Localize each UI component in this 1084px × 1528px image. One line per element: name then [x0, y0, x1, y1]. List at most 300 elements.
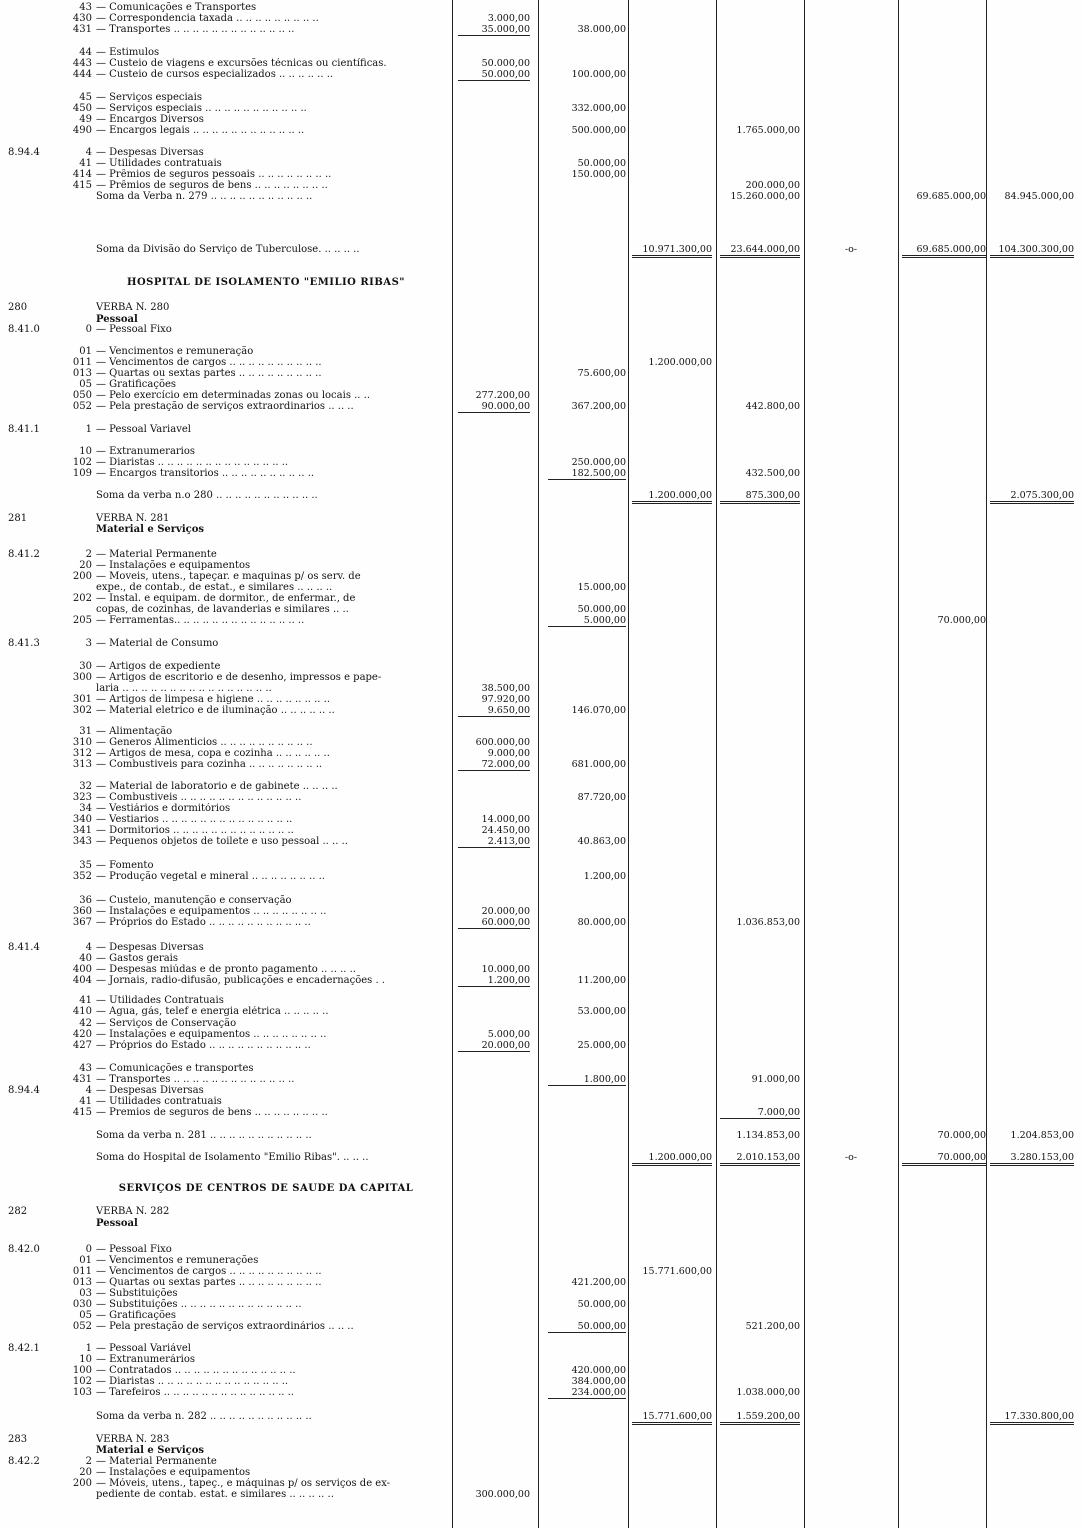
amount-col-1: 5.000,00 [487, 1029, 530, 1040]
item-code: 41 [79, 995, 92, 1006]
item-description: — Diaristas .. .. .. .. .. .. .. .. .. .. .. .. .. .. [96, 457, 289, 468]
budget-row [0, 549, 1084, 560]
item-code: 013 [72, 368, 92, 379]
amount-col-7: 84.945.000,00 [1004, 191, 1074, 202]
budget-row [0, 424, 1084, 435]
amount-col-1: 9.000,00 [487, 748, 530, 759]
item-description: Soma do Hospital de Isolamento "Emilio Ribas". .. .. .. [96, 1152, 369, 1163]
item-code: 340 [72, 814, 92, 825]
budget-row [0, 1266, 1084, 1277]
amount-col-1: 277.200,00 [475, 390, 530, 401]
item-code: 05 [79, 379, 92, 390]
budget-row [0, 1006, 1084, 1017]
item-code: 341 [72, 825, 92, 836]
budget-row [0, 792, 1084, 803]
item-description: — Extranumerarios [96, 446, 196, 457]
budget-row [0, 1107, 1084, 1118]
amount-col-2: 150.000,00 [571, 169, 626, 180]
item-description: — Vestiários e dormitórios [96, 803, 231, 814]
item-description: VERBA N. 282 [96, 1206, 170, 1217]
verba-ref: 8.94.4 [8, 147, 40, 158]
amount-col-1: 60.000,00 [458, 917, 530, 929]
amount-col-1: 24.450,00 [481, 825, 530, 836]
amount-col-1: 50.000,00 [458, 69, 530, 81]
section-heading-row [0, 277, 1084, 288]
amount-col-4: 1.036.853,00 [736, 917, 800, 928]
amount-col-2: 87.720,00 [577, 792, 626, 803]
item-code: 400 [72, 964, 92, 975]
amount-col-4: 91.000,00 [751, 1074, 800, 1085]
item-code: 367 [72, 917, 92, 928]
item-description: — Material de Consumo [96, 638, 219, 649]
item-description: — Artigos de expediente [96, 661, 221, 672]
amount-col-2: 50.000,00 [548, 1321, 626, 1333]
item-code: 01 [79, 346, 92, 357]
item-description: — Próprios do Estado .. .. .. .. .. .. .. .. .. .. .. [96, 917, 311, 928]
amount-col-4: 15.260.000,00 [730, 191, 800, 202]
item-description: — Material de laboratorio e de gabinete .. .. .. .. [96, 781, 338, 792]
budget-row [0, 995, 1084, 1006]
item-code: 4 [85, 147, 92, 158]
budget-row [0, 1130, 1084, 1141]
amount-col-1: 72.000,00 [458, 759, 530, 771]
amount-col-2: 681.000,00 [571, 759, 626, 770]
item-description: Soma da verba n. 282 .. .. .. .. .. .. .. .. .. .. .. [96, 1411, 312, 1422]
amount-col-4: 1.134.853,00 [736, 1130, 800, 1141]
amount-col-1: 9.650,00 [458, 705, 530, 717]
item-description: Soma da verba n. 281 .. .. .. .. .. .. .. .. .. .. .. [96, 1130, 312, 1141]
item-code: 200 [72, 1478, 92, 1489]
budget-row [0, 571, 1084, 582]
item-description: — Pela prestação de serviços extraordinários .. .. .. [96, 1321, 354, 1332]
budget-row [0, 125, 1084, 136]
amount-col-7: 3.280.153,00 [990, 1152, 1074, 1166]
budget-row [0, 825, 1084, 836]
item-description: — Vencimentos de cargos .. .. .. .. .. .. .. .. .. .. [96, 357, 322, 368]
total-row [0, 244, 1084, 255]
budget-row [0, 1206, 1084, 1217]
item-description: — Fomento [96, 860, 154, 871]
item-description: — Encargos Diversos [96, 114, 204, 125]
item-description: Pessoal [96, 1218, 138, 1229]
budget-row [0, 672, 1084, 683]
item-description: — Transportes .. .. .. .. .. .. .. .. .. .. .. .. .. [96, 24, 295, 35]
item-code: 415 [72, 180, 92, 191]
item-description: — Material Permanente [96, 1456, 217, 1467]
amount-col-2: 367.200,00 [571, 401, 626, 412]
item-code: 102 [72, 457, 92, 468]
amount-col-3: 15.771.600,00 [632, 1411, 712, 1425]
item-code: 312 [72, 748, 92, 759]
budget-row [0, 1074, 1084, 1085]
verba-ref: 281 [8, 513, 28, 524]
verba-ref: 8.42.0 [8, 1244, 40, 1255]
budget-row [0, 147, 1084, 158]
item-description: — Gratificações [96, 1310, 177, 1321]
amount-col-2: 1.800,00 [548, 1074, 626, 1086]
budget-row [0, 964, 1084, 975]
amount-col-2: 38.000,00 [577, 24, 626, 35]
amount-col-2: 25.000,00 [577, 1040, 626, 1051]
item-description: — Agua, gás, telef e energia elétrica .. .. .. .. .. [96, 1006, 329, 1017]
budget-row [0, 604, 1084, 615]
verba-ref: 8.41.1 [8, 424, 40, 435]
budget-row [0, 401, 1084, 412]
amount-col-1: 97.920,00 [481, 694, 530, 705]
budget-row [0, 1456, 1084, 1467]
amount-col-1: 35.000,00 [458, 24, 530, 36]
item-code: 0 [85, 1244, 92, 1255]
budget-row [0, 759, 1084, 770]
budget-row [0, 871, 1084, 882]
budget-row [0, 942, 1084, 953]
budget-row [0, 1387, 1084, 1398]
item-description: laria .. .. .. .. .. .. .. .. .. .. .. .. .. .. .. .. [96, 683, 272, 694]
amount-col-2: 40.863,00 [577, 836, 626, 847]
budget-row [0, 1376, 1084, 1387]
budget-row [0, 468, 1084, 479]
item-code: 32 [79, 781, 92, 792]
budget-row [0, 683, 1084, 694]
item-description: — Dormitorios .. .. .. .. .. .. .. .. .. .. .. .. .. [96, 825, 294, 836]
amount-col-4: 2.010.153,00 [720, 1152, 800, 1166]
item-description: — Material Permanente [96, 549, 217, 560]
item-description: copas, de cozinhas, de lavanderias e similares .. .. [96, 604, 349, 615]
budget-row [0, 1288, 1084, 1299]
amount-col-2: 50.000,00 [577, 604, 626, 615]
item-code: 100 [72, 1365, 92, 1376]
budget-row [0, 379, 1084, 390]
item-code: 427 [72, 1040, 92, 1051]
item-code: 10 [79, 446, 92, 457]
item-code: 34 [79, 803, 92, 814]
item-description: — Tarefeiros .. .. .. .. .. .. .. .. .. .. .. .. .. .. [96, 1387, 294, 1398]
item-description: expe., de contab., de estat., e similares .. .. .. .. [96, 582, 333, 593]
budget-row [0, 446, 1084, 457]
item-description: — Serviços especiais [96, 92, 202, 103]
amount-col-2: 50.000,00 [577, 1299, 626, 1310]
budget-row [0, 1029, 1084, 1040]
budget-row [0, 895, 1084, 906]
section-heading-row [0, 1183, 1084, 1194]
item-description: Pessoal [96, 314, 138, 325]
item-description: — Diaristas .. .. .. .. .. .. .. .. .. .. .. .. .. .. [96, 1376, 289, 1387]
verba-ref: 8.41.4 [8, 942, 40, 953]
item-description: Material e Serviços [96, 1445, 205, 1456]
item-code: 45 [79, 92, 92, 103]
item-description: — Custeio, manutenção e conservação [96, 895, 292, 906]
budget-row [0, 1354, 1084, 1365]
item-description: SERVIÇOS DE CENTROS DE SAUDE DA CAPITAL [118, 1183, 414, 1194]
item-code: 41 [79, 158, 92, 169]
budget-row [0, 1040, 1084, 1051]
amount-col-4: 442.800,00 [745, 401, 800, 412]
budget-row [0, 917, 1084, 928]
item-description: — Próprios do Estado .. .. .. .. .. .. .. .. .. .. .. [96, 1040, 311, 1051]
item-code: 300 [72, 672, 92, 683]
budget-row [0, 69, 1084, 80]
item-code: 2 [85, 549, 92, 560]
item-code: 202 [72, 593, 92, 604]
item-description: — Vencimentos de cargos .. .. .. .. .. .. .. .. .. .. [96, 1266, 322, 1277]
budget-row [0, 1277, 1084, 1288]
amount-col-2: 11.200,00 [577, 975, 626, 986]
item-description: — Pessoal Fixo [96, 324, 172, 335]
item-description: — Gratificações [96, 379, 177, 390]
item-description: — Utilidades contratuais [96, 158, 222, 169]
item-description: — Ferramentas.. .. .. .. .. .. .. .. .. .. .. .. .. .. [96, 615, 305, 626]
item-code: 109 [72, 468, 92, 479]
amount-col-7: 2.075.300,00 [990, 490, 1074, 504]
amount-col-2: 146.070,00 [571, 705, 626, 716]
budget-row [0, 781, 1084, 792]
item-code: 410 [72, 1006, 92, 1017]
verba-ref: 283 [8, 1434, 28, 1445]
amount-col-1: 38.500,00 [481, 683, 530, 694]
item-code: 430 [72, 13, 92, 24]
budget-row [0, 92, 1084, 103]
budget-row [0, 1218, 1084, 1229]
item-code: 20 [79, 560, 92, 571]
amount-col-1: 20.000,00 [458, 1040, 530, 1052]
item-description: — Custeio de viagens e excursões técnicas ou científicas. [96, 58, 387, 69]
item-code: 414 [72, 169, 92, 180]
budget-row [0, 1096, 1084, 1107]
item-code: 31 [79, 726, 92, 737]
item-code: 490 [72, 125, 92, 136]
item-code: 313 [72, 759, 92, 770]
item-code: 35 [79, 860, 92, 871]
amount-col-4: 875.300,00 [720, 490, 800, 504]
item-description: — Substituições [96, 1288, 178, 1299]
item-code: 0 [85, 324, 92, 335]
item-description: pediente de contab. estat. e similares .. .. .. .. .. [96, 1489, 334, 1500]
budget-row [0, 58, 1084, 69]
budget-row [0, 694, 1084, 705]
item-description: — Despesas Diversas [96, 1085, 204, 1096]
item-description: — Artigos de limpesa e higiene .. .. .. .. .. .. .. .. [96, 694, 330, 705]
item-description: — Jornais, radio-difusão, publicações e encadernações . . [96, 975, 385, 986]
item-description: VERBA N. 280 [96, 302, 170, 313]
item-code: 43 [79, 1063, 92, 1074]
budget-row [0, 47, 1084, 58]
item-description: — Despesas miúdas e de pronto pagamento .. .. .. .. [96, 964, 356, 975]
budget-row [0, 1445, 1084, 1456]
item-description: — Pessoal Variavel [96, 424, 191, 435]
item-code: 3 [85, 638, 92, 649]
amount-col-3: 15.771.600,00 [642, 1266, 712, 1277]
item-code: 03 [79, 1288, 92, 1299]
amount-col-2: 421.200,00 [571, 1277, 626, 1288]
item-description: — Comunicações e transportes [96, 1063, 254, 1074]
item-description: — Extranumerários [96, 1354, 196, 1365]
item-code: 052 [72, 1321, 92, 1332]
item-description: — Produção vegetal e mineral .. .. .. .. .. .. .. .. [96, 871, 325, 882]
amount-col-1: 10.000,00 [481, 964, 530, 975]
item-code: 43 [79, 2, 92, 13]
amount-col-2: 5.000,00 [548, 615, 626, 627]
item-code: 444 [72, 69, 92, 80]
amount-col-2: 250.000,00 [571, 457, 626, 468]
budget-row [0, 1343, 1084, 1354]
budget-row [0, 1018, 1084, 1029]
total-row [0, 490, 1084, 501]
budget-row [0, 13, 1084, 24]
item-code: 301 [72, 694, 92, 705]
amount-col-2: 234.000,00 [548, 1387, 626, 1399]
budget-row [0, 103, 1084, 114]
item-description: — Alimentação [96, 726, 173, 737]
amount-col-3: 10.971.300,00 [632, 244, 712, 258]
amount-col-4: 1.765.000,00 [736, 125, 800, 136]
item-description: — Prêmios de seguros pessoais .. .. .. .. .. .. .. .. [96, 169, 332, 180]
item-description: — Instalações e equipamentos [96, 560, 251, 571]
amount-col-4: 432.500,00 [745, 468, 800, 479]
item-code: 200 [72, 571, 92, 582]
item-description: — Pessoal Fixo [96, 1244, 172, 1255]
amount-col-2: 384.000,00 [571, 1376, 626, 1387]
amount-col-7: 104.300.300,00 [990, 244, 1074, 258]
budget-row [0, 803, 1084, 814]
item-description: VERBA N. 281 [96, 513, 170, 524]
verba-ref: 8.94.4 [8, 1085, 40, 1096]
amount-col-1: 600.000,00 [475, 737, 530, 748]
budget-row [0, 390, 1084, 401]
item-description: — Artigos de mesa, copa e cozinha .. .. .. .. .. .. [96, 748, 330, 759]
item-code: 050 [72, 390, 92, 401]
item-code: 302 [72, 705, 92, 716]
verba-ref: 282 [8, 1206, 28, 1217]
item-description: — Comunicações e Transportes [96, 2, 257, 13]
item-description: — Serviços especiais .. .. .. .. .. .. .. .. .. .. .. [96, 103, 307, 114]
budget-row [0, 726, 1084, 737]
item-description: — Combustiveis .. .. .. .. .. .. .. .. .. .. .. .. .. [96, 792, 302, 803]
item-code: 011 [72, 357, 92, 368]
item-code: 41 [79, 1096, 92, 1107]
budget-row [0, 860, 1084, 871]
item-code: 30 [79, 661, 92, 672]
item-code: 450 [72, 103, 92, 114]
item-description: — Contratados .. .. .. .. .. .. .. .. .. .. .. .. .. [96, 1365, 296, 1376]
item-description: — Instal. e equipam. de dormitor., de enfermar., de [96, 593, 356, 604]
budget-row [0, 357, 1084, 368]
item-description: — Pessoal Variável [96, 1343, 191, 1354]
item-code: 420 [72, 1029, 92, 1040]
item-description: — Correspondencia taxada .. .. .. .. .. .. .. .. .. [96, 13, 319, 24]
item-code: 052 [72, 401, 92, 412]
amount-col-2: 80.000,00 [577, 917, 626, 928]
amount-col-2: 420.000,00 [571, 1365, 626, 1376]
budget-row [0, 1434, 1084, 1445]
budget-row [0, 1478, 1084, 1489]
amount-col-2: 100.000,00 [571, 69, 626, 80]
item-description: — Serviços de Conservação [96, 1018, 237, 1029]
item-code: 40 [79, 953, 92, 964]
item-description: — Despesas Diversas [96, 147, 204, 158]
item-description: — Instalações e equipamentos [96, 1467, 251, 1478]
budget-row [0, 1299, 1084, 1310]
item-code: 42 [79, 1018, 92, 1029]
item-description: — Pequenos objetos de toilete e uso pessoal .. .. .. [96, 836, 348, 847]
item-description: — Vencimentos e remuneração [96, 346, 254, 357]
budget-row [0, 1244, 1084, 1255]
item-description: — Moveis, utens., tapeçar. e maquinas p/ os serv. de [96, 571, 361, 582]
amount-col-2: 500.000,00 [571, 125, 626, 136]
amount-col-2: 1.200,00 [583, 871, 626, 882]
item-description: — Quartas ou sextas partes .. .. .. .. .. .. .. .. .. [96, 1277, 322, 1288]
item-code: 4 [85, 942, 92, 953]
item-description: — Utilidades contratuais [96, 1096, 222, 1107]
item-description: Material e Serviços [96, 524, 205, 535]
item-description: Soma da verba n.o 280 .. .. .. .. .. .. .. .. .. .. .. [96, 490, 318, 501]
amount-col-2: 75.600,00 [577, 368, 626, 379]
item-code: 103 [72, 1387, 92, 1398]
amount-col-4: 200.000,00 [745, 180, 800, 191]
item-description: — Prêmios de seguros de bens .. .. .. .. .. .. .. .. [96, 180, 328, 191]
amount-col-6: 70.000,00 [902, 1152, 986, 1166]
item-description: — Premios de seguros de bens .. .. .. .. .. .. .. .. [96, 1107, 328, 1118]
amount-col-4: 23.644.000,00 [720, 244, 800, 258]
amount-col-6: 70.000,00 [937, 615, 986, 626]
amount-col-7: 1.204.853,00 [1010, 1130, 1074, 1141]
item-code: 49 [79, 114, 92, 125]
item-description: — Instalações e equipamentos .. .. .. .. .. .. .. .. [96, 906, 327, 917]
budget-row [0, 582, 1084, 593]
item-code: 404 [72, 975, 92, 986]
verba-ref: 280 [8, 302, 28, 313]
amount-col-2: 15.000,00 [577, 582, 626, 593]
amount-col-1: 90.000,00 [458, 401, 530, 413]
item-description: — Quartas ou sextas partes .. .. .. .. .. .. .. .. .. [96, 368, 322, 379]
item-code: 4 [85, 1085, 92, 1096]
item-code: 10 [79, 1354, 92, 1365]
verba-ref: 8.41.3 [8, 638, 40, 649]
amount-col-3: 1.200.000,00 [648, 357, 712, 368]
amount-col-4: 521.200,00 [745, 1321, 800, 1332]
budget-row [0, 457, 1084, 468]
item-description: — Generos Alimenticios .. .. .. .. .. .. .. .. .. .. [96, 737, 313, 748]
total-row [0, 1152, 1084, 1163]
item-code: 44 [79, 47, 92, 58]
amount-col-2: 332.000,00 [571, 103, 626, 114]
verba-ref: 8.41.2 [8, 549, 40, 560]
budget-row [0, 953, 1084, 964]
amount-col-7: 17.330.800,00 [990, 1411, 1074, 1425]
item-description: — Combustiveis para cozinha .. .. .. .. .. .. .. .. [96, 759, 323, 770]
item-code: 05 [79, 1310, 92, 1321]
amount-col-4: 7.000,00 [720, 1107, 800, 1119]
item-code: 1 [85, 424, 92, 435]
budget-row [0, 2, 1084, 13]
item-description: — Material eletrico e de iluminação .. .. .. .. .. .. [96, 705, 335, 716]
amount-col-1: 14.000,00 [481, 814, 530, 825]
item-description: — Artigos de escritorio e de desenho, impressos e pape- [96, 672, 382, 683]
budget-row [0, 1085, 1084, 1096]
budget-row [0, 1365, 1084, 1376]
budget-row [0, 368, 1084, 379]
budget-row [0, 1467, 1084, 1478]
item-code: 415 [72, 1107, 92, 1118]
item-description: — Vestiarios .. .. .. .. .. .. .. .. .. .. .. .. .. .. [96, 814, 293, 825]
budget-row [0, 638, 1084, 649]
item-description: — Pelo exercício em determinadas zonas ou locais .. .. [96, 390, 371, 401]
item-description: VERBA N. 283 [96, 1434, 170, 1445]
verba-ref: 8.41.0 [8, 324, 40, 335]
item-code: 431 [72, 24, 92, 35]
amount-col-5: -o- [844, 1152, 858, 1163]
budget-row [0, 737, 1084, 748]
budget-row [0, 1255, 1084, 1266]
